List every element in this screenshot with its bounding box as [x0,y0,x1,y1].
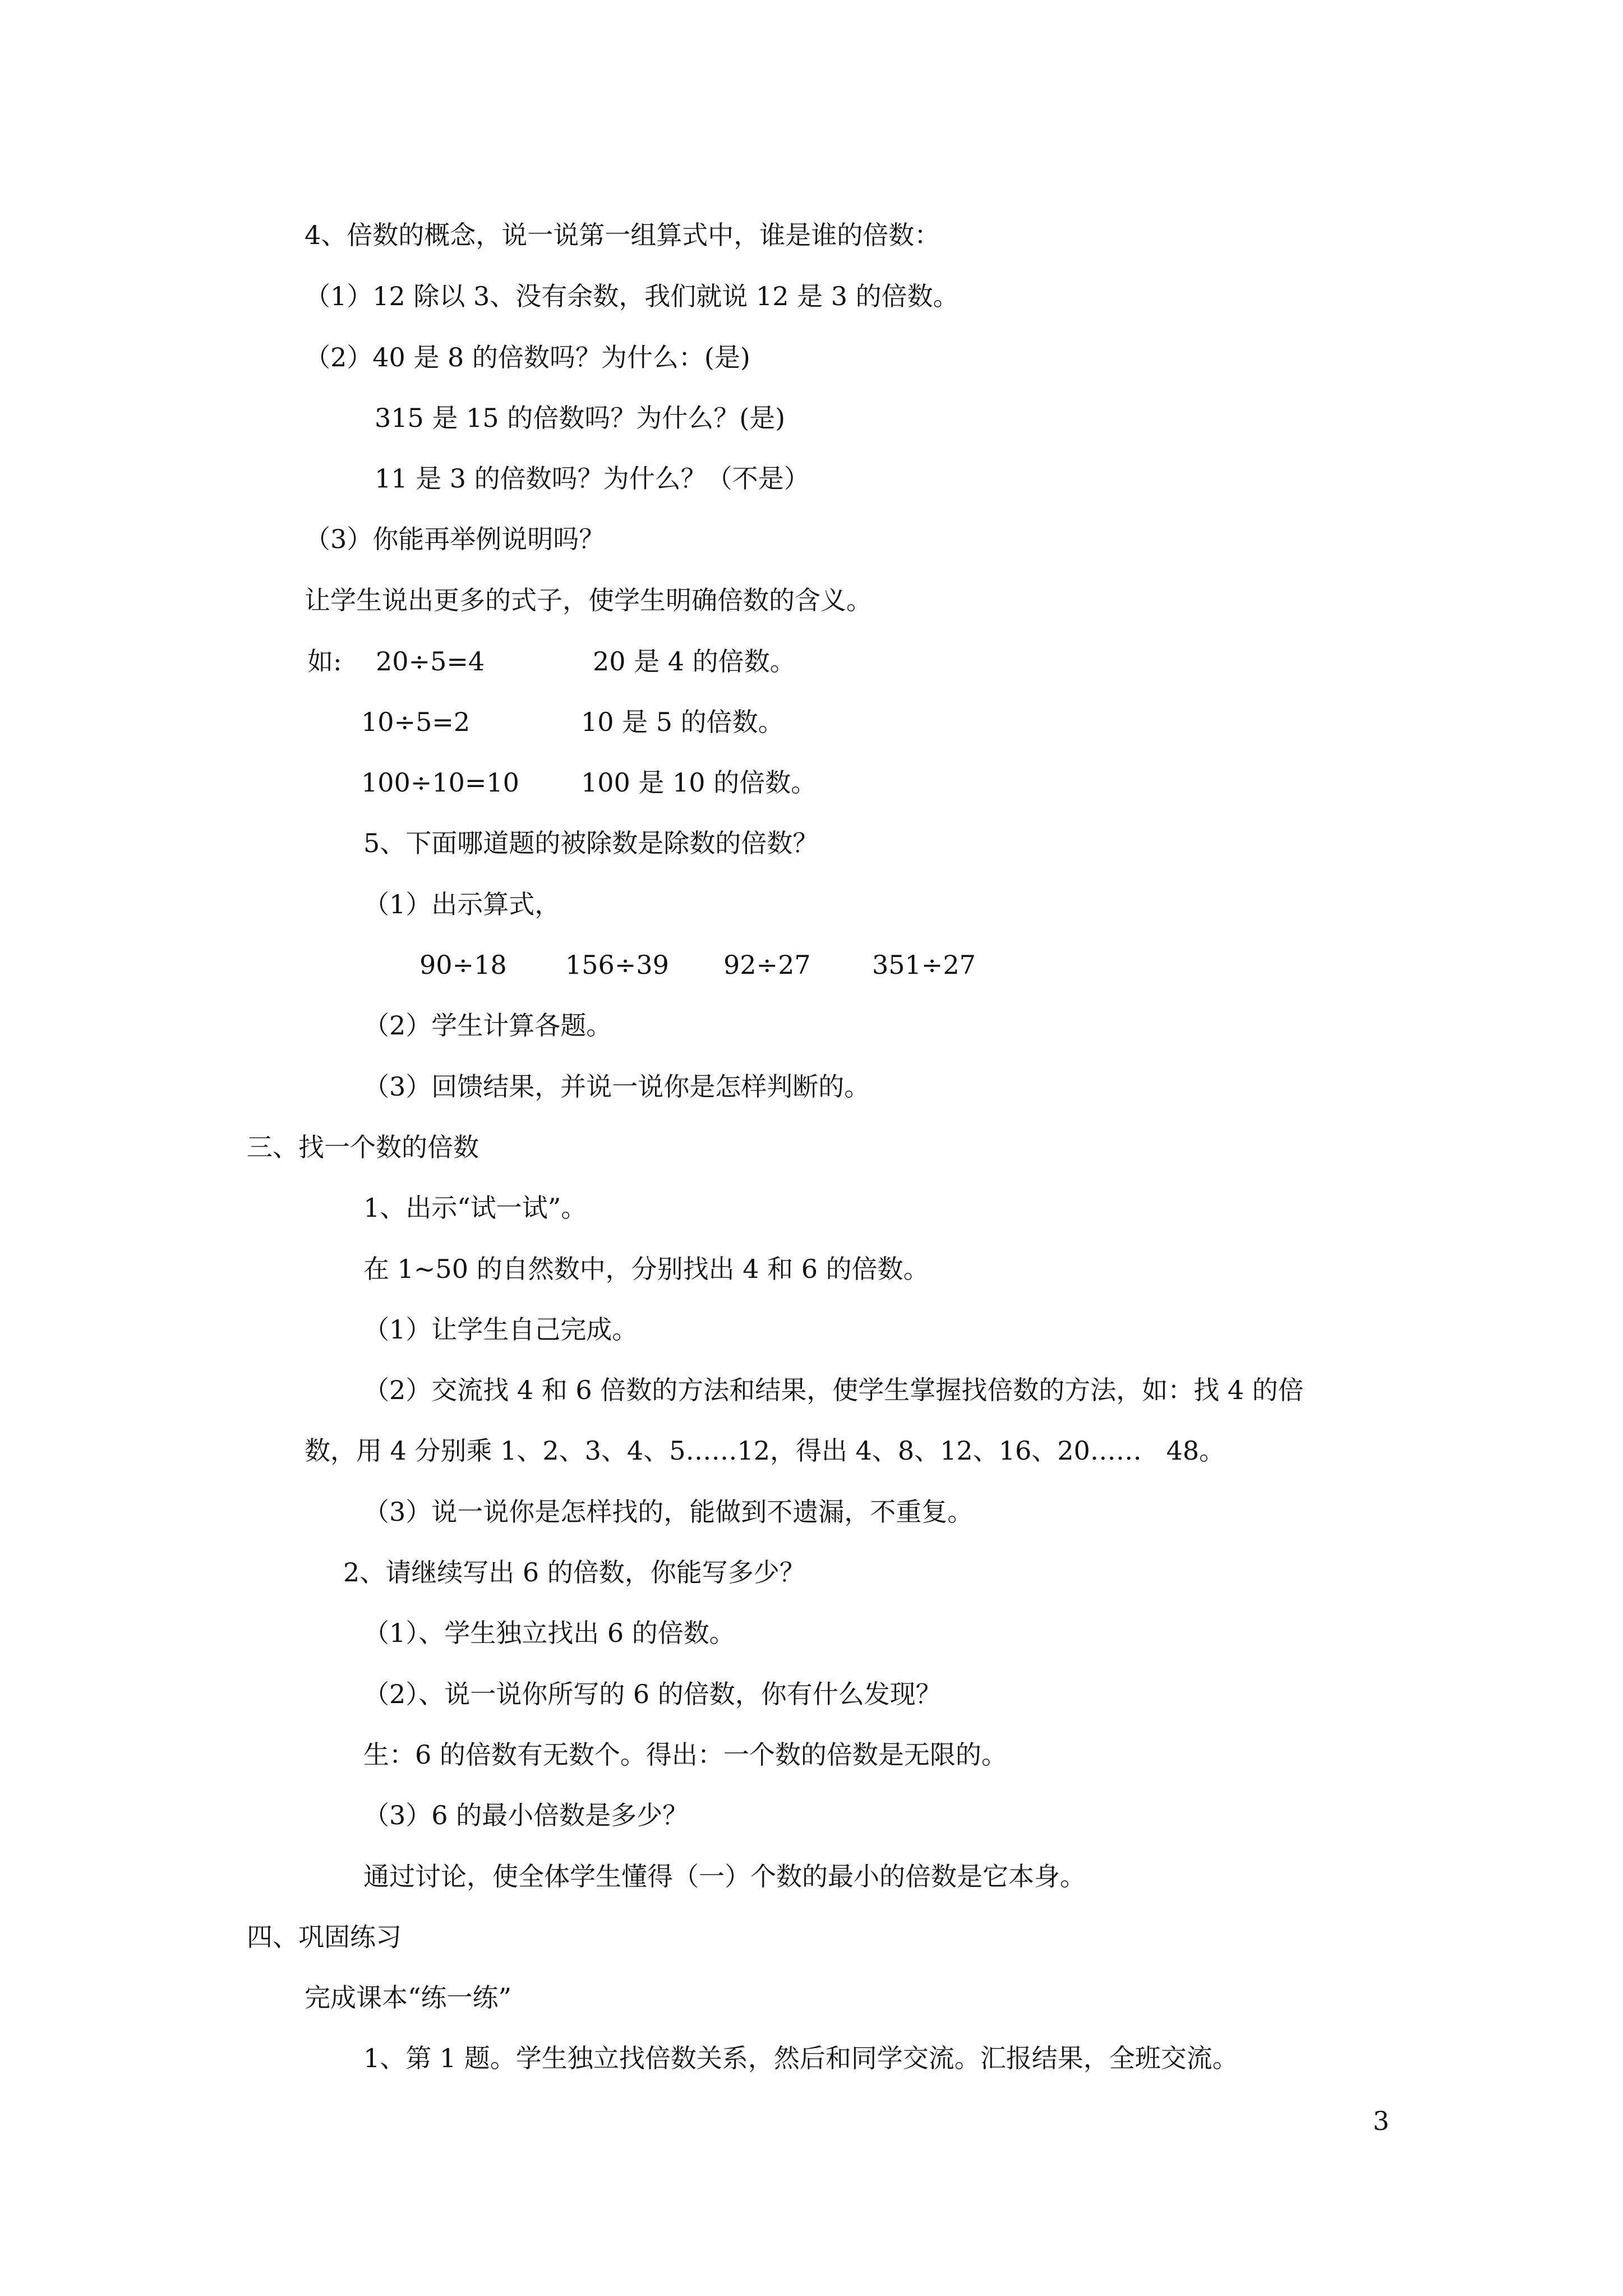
section-4-line-2: 1、第 1 题。学生独立找倍数关系，然后和同学交流。汇报结果，全班交流。 [363,2043,1238,2073]
item-4-line-4: 11 是 3 的倍数吗？为什么？（不是） [375,463,810,494]
item-4-line-3: 315 是 15 的倍数吗？为什么？(是) [375,403,786,433]
section-3-line-2: 在 1~50 的自然数中，分别找出 4 和 6 的倍数。 [363,1254,929,1284]
item-5-step-1: （1）出示算式， [363,889,561,919]
section-3-heading: 三、找一个数的倍数 [247,1132,479,1162]
section-3-line-6: （3）说一说你是怎样找的，能做到不遗漏，不重复。 [363,1497,974,1527]
section-3-line-11: （3）6 的最小倍数是多少？ [363,1800,689,1830]
item-5-expr-2: 156÷39 [565,950,669,980]
example-prefix: 如: [307,646,342,677]
section-3-line-10: 生：6 的倍数有无数个。得出：一个数的倍数是无限的。 [363,1740,1007,1770]
item-5-step-3: （3）回馈结果，并说一说你是怎样判断的。 [363,1071,870,1102]
section-3-line-5: 数，用 4 分别乘 1、2、3、4、5……12，得出 4、8、12、16、20…… 48。 [305,1435,1225,1466]
item-4-line-5: （3）你能再举例说明吗？ [305,524,605,554]
example-expr-3: 100÷10=10 [361,767,519,798]
item-5-expr-3: 92÷27 [723,950,811,980]
item-4-line-2: （2）40 是 8 的倍数吗？为什么：(是) [305,342,750,372]
section-3-line-1: 1、出示“试一试”。 [363,1193,587,1223]
example-result-3: 100 是 10 的倍数。 [581,767,817,798]
item-5-title: 5、下面哪道题的被除数是除数的倍数？ [363,828,819,858]
item-4-title: 4、倍数的概念，说一说第一组算式中，谁是谁的倍数： [305,220,940,250]
section-4-line-1: 完成课本“练一练” [305,1982,512,2013]
section-3-line-8: （1）、学生独立找出 6 的倍数。 [363,1618,735,1648]
example-result-1: 20 是 4 的倍数。 [593,646,796,677]
item-4-line-6: 让学生说出更多的式子，使学生明确倍数的含义。 [305,585,872,615]
example-expr-2: 10÷5=2 [361,707,471,737]
section-3-line-9: （2）、说一说你所写的 6 的倍数，你有什么发现？ [363,1679,942,1709]
page-number: 3 [1373,2106,1390,2136]
section-3-line-12: 通过讨论，使全体学生懂得（一）个数的最小的倍数是它本身。 [363,1861,1086,1892]
section-4-heading: 四、巩固练习 [247,1922,402,1952]
example-result-2: 10 是 5 的倍数。 [581,707,784,737]
section-3-line-3: （1）让学生自己完成。 [363,1314,638,1345]
item-5-expr-1: 90÷18 [419,950,507,980]
item-5-step-2: （2）学生计算各题。 [363,1010,612,1041]
section-3-line-4: （2）交流找 4 和 6 倍数的方法和结果，使学生掌握找倍数的方法，如：找 4 的倍 [363,1375,1304,1405]
example-expr-1: 20÷5=4 [376,646,485,677]
item-5-expr-4: 351÷27 [872,950,976,980]
section-3-line-7: 2、请继续写出 6 的倍数，你能写多少？ [343,1557,805,1588]
item-4-line-1: （1）12 除以 3、没有余数，我们就说 12 是 3 的倍数。 [305,281,959,311]
